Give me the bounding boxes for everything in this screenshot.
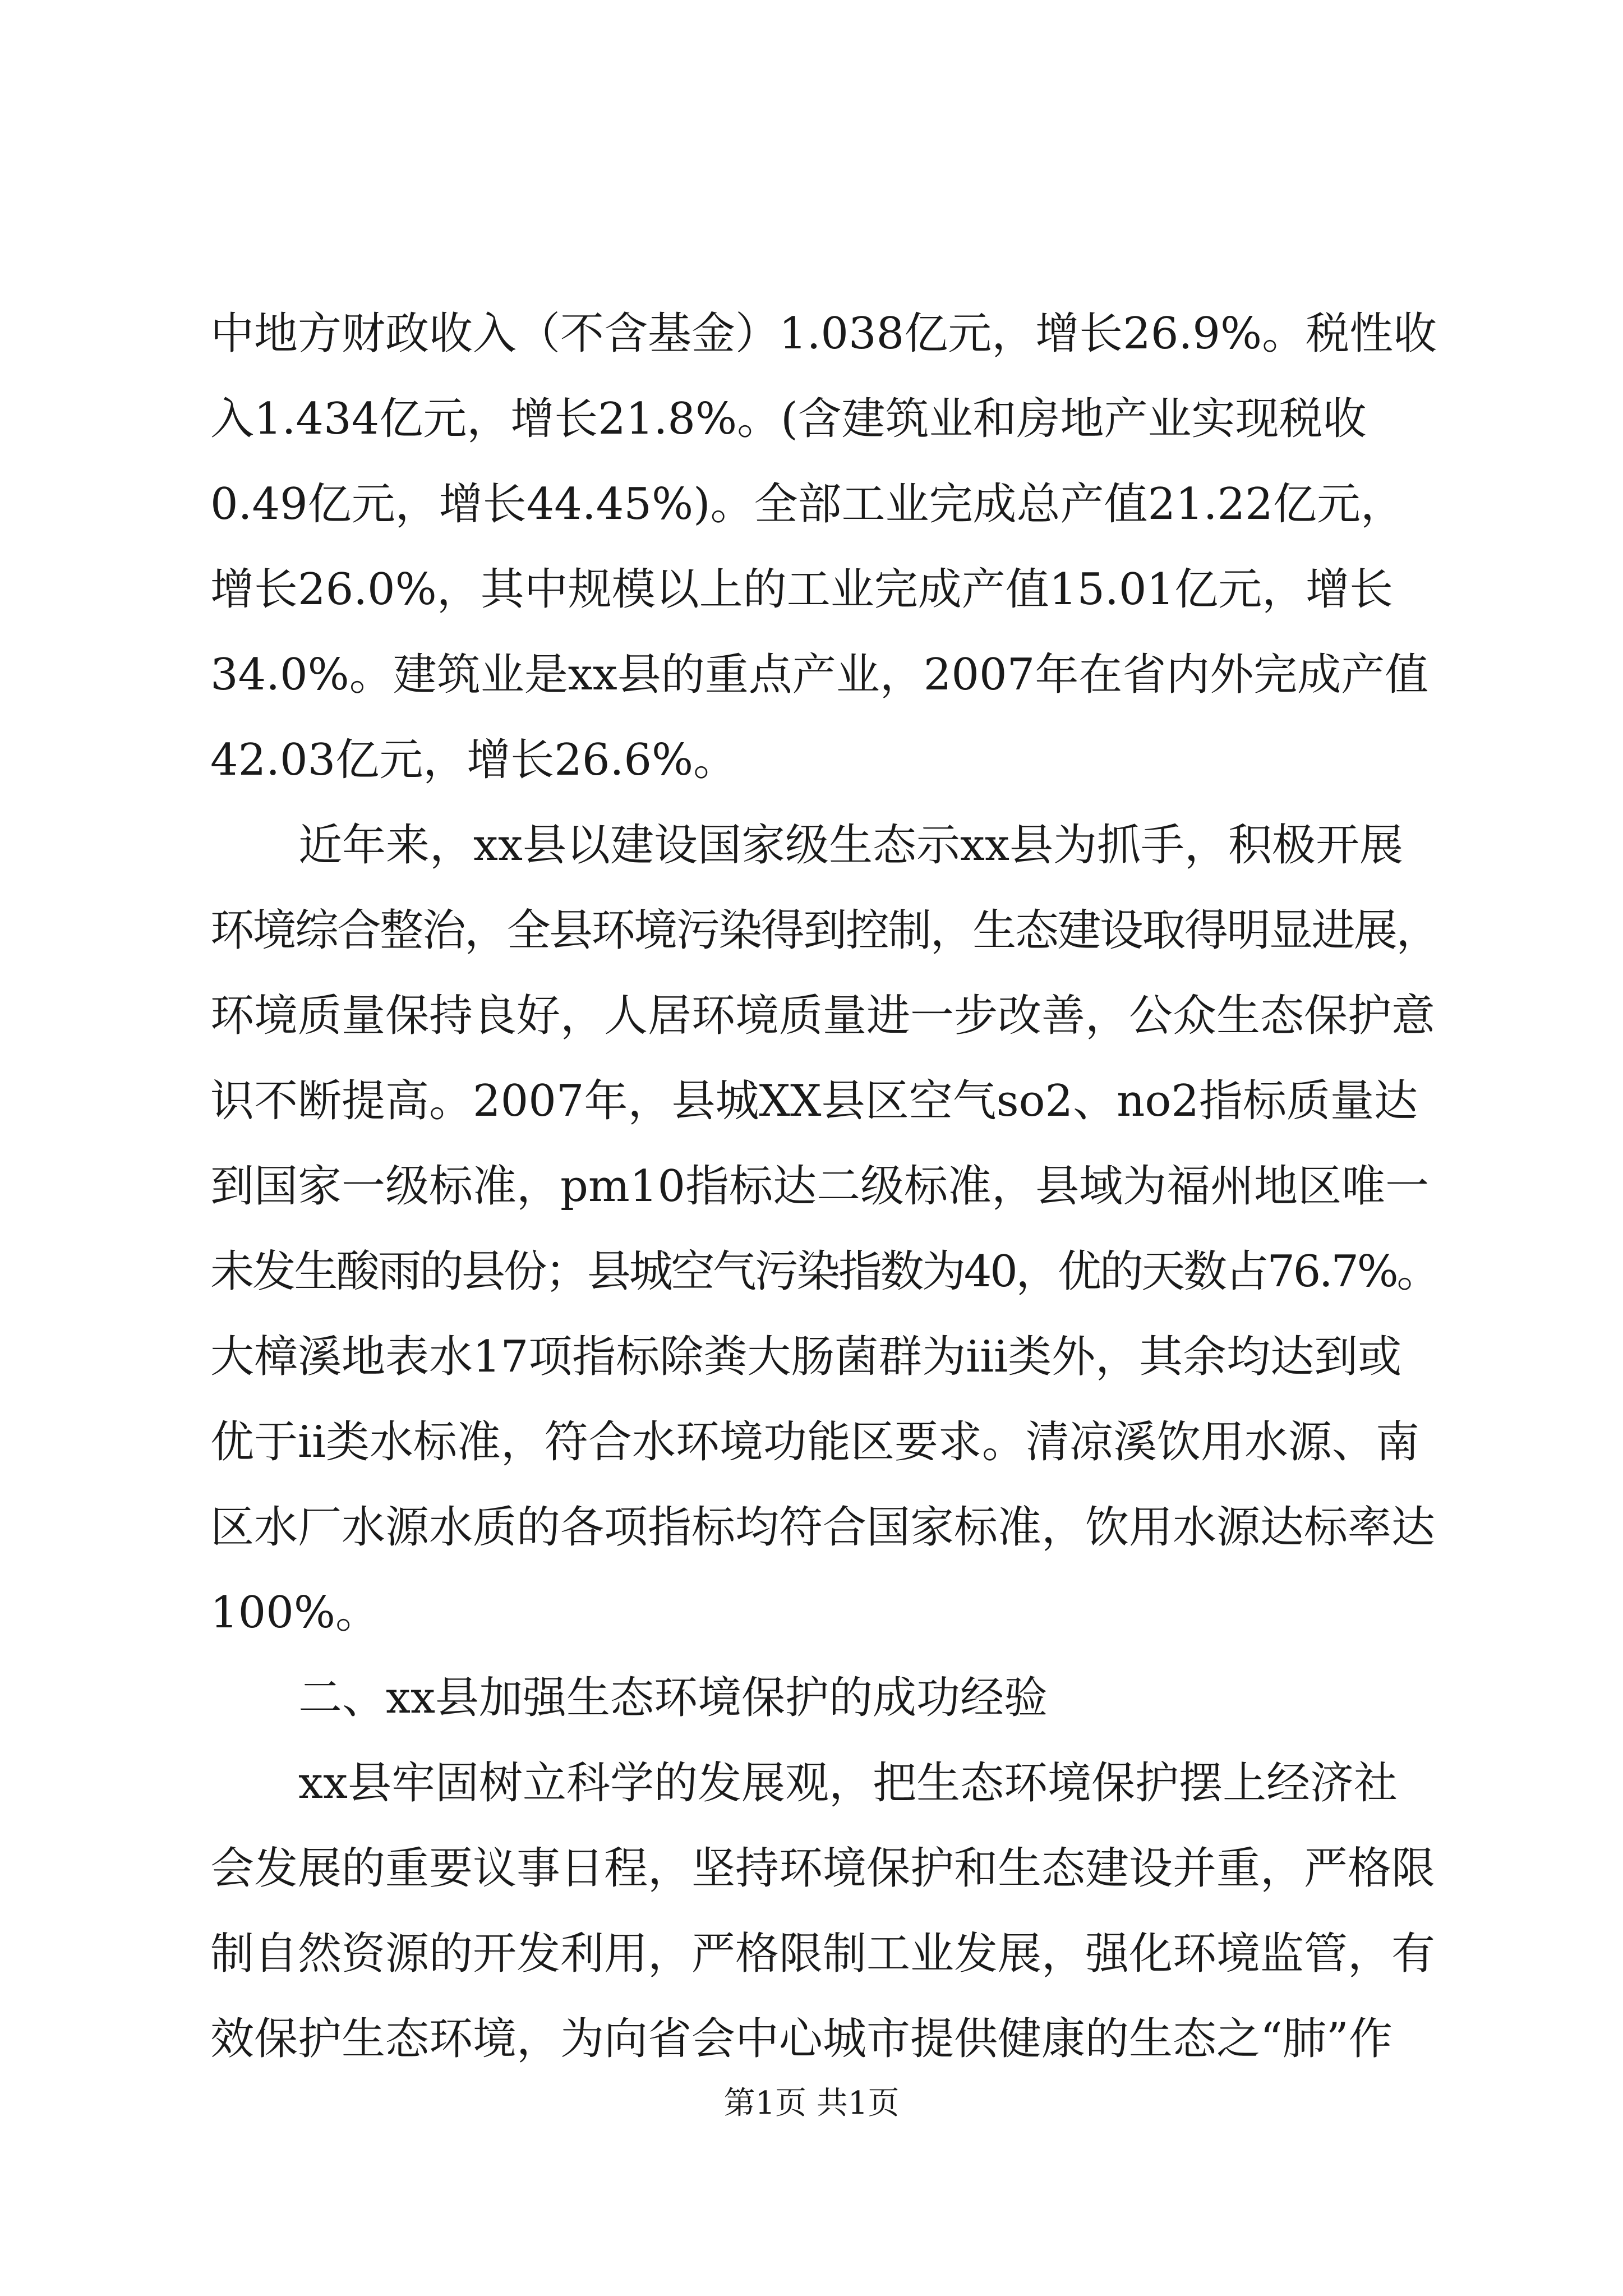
text-line-8: 环境综合整治，全县环境污染得到控制，生态建设取得明显进展， xyxy=(210,905,1439,956)
text-line-13: 大樟溪地表水17项指标除粪大肠菌群为iii类外，其余均达到或 xyxy=(210,1332,1402,1382)
text-line-16: 100%。 xyxy=(210,1588,379,1638)
text-line-9: 环境质量保持良好，人居环境质量进一步改善，公众生态保护意 xyxy=(210,991,1436,1041)
text-line-18: xx县牢固树立科学的发展观，把生态环境保护摆上经济社 xyxy=(298,1758,1398,1809)
text-line-15: 区水厂水源水质的各项指标均符合国家标准，饮用水源达标率达 xyxy=(210,1502,1436,1553)
page-footer: 第1页 共1页 xyxy=(723,2085,900,2122)
text-line-19: 会发展的重要议事日程，坚持环境保护和生态建设并重，严格限 xyxy=(210,1843,1436,1894)
text-line-14: 优于ii类水标准，符合水环境功能区要求。清凉溪饮用水源、南 xyxy=(210,1417,1419,1467)
text-line-6: 42.03亿元，增长26.6%。 xyxy=(210,735,737,785)
text-line-2: 入1.434亿元，增长21.8%。(含建筑业和房地产业实现税收 xyxy=(210,394,1367,444)
section-heading: 二、xx县加强生态环境保护的成功经验 xyxy=(298,1673,1048,1723)
text-line-12: 未发生酸雨的县份；县城空气污染指数为40，优的天数占76.7%。 xyxy=(210,1246,1439,1297)
text-line-1: 中地方财政收入（不含基金）1.038亿元，增长26.9%。税性收 xyxy=(210,309,1437,359)
text-line-21: 效保护生态环境，为向省会中心城市提供健康的生态之“肺”作 xyxy=(210,2014,1393,2064)
text-line-3: 0.49亿元，增长44.45%)。全部工业完成总产值21.22亿元， xyxy=(210,479,1404,530)
text-line-4: 增长26.0%，其中规模以上的工业完成产值15.01亿元，增长 xyxy=(210,564,1394,615)
text-line-5: 34.0%。建筑业是xx县的重点产业，2007年在省内外完成产值 xyxy=(210,650,1429,700)
text-line-20: 制自然资源的开发利用，严格限制工业发展，强化环境监管，有 xyxy=(210,1929,1436,1979)
text-line-7: 近年来，xx县以建设国家级生态示xx县为抓手，积极开展 xyxy=(298,820,1403,871)
text-line-10: 识不断提高。2007年，县城XX县区空气so2、no2指标质量达 xyxy=(210,1076,1418,1126)
text-line-11: 到国家一级标准，pm10指标达二级标准，县域为福州地区唯一 xyxy=(210,1161,1430,1212)
